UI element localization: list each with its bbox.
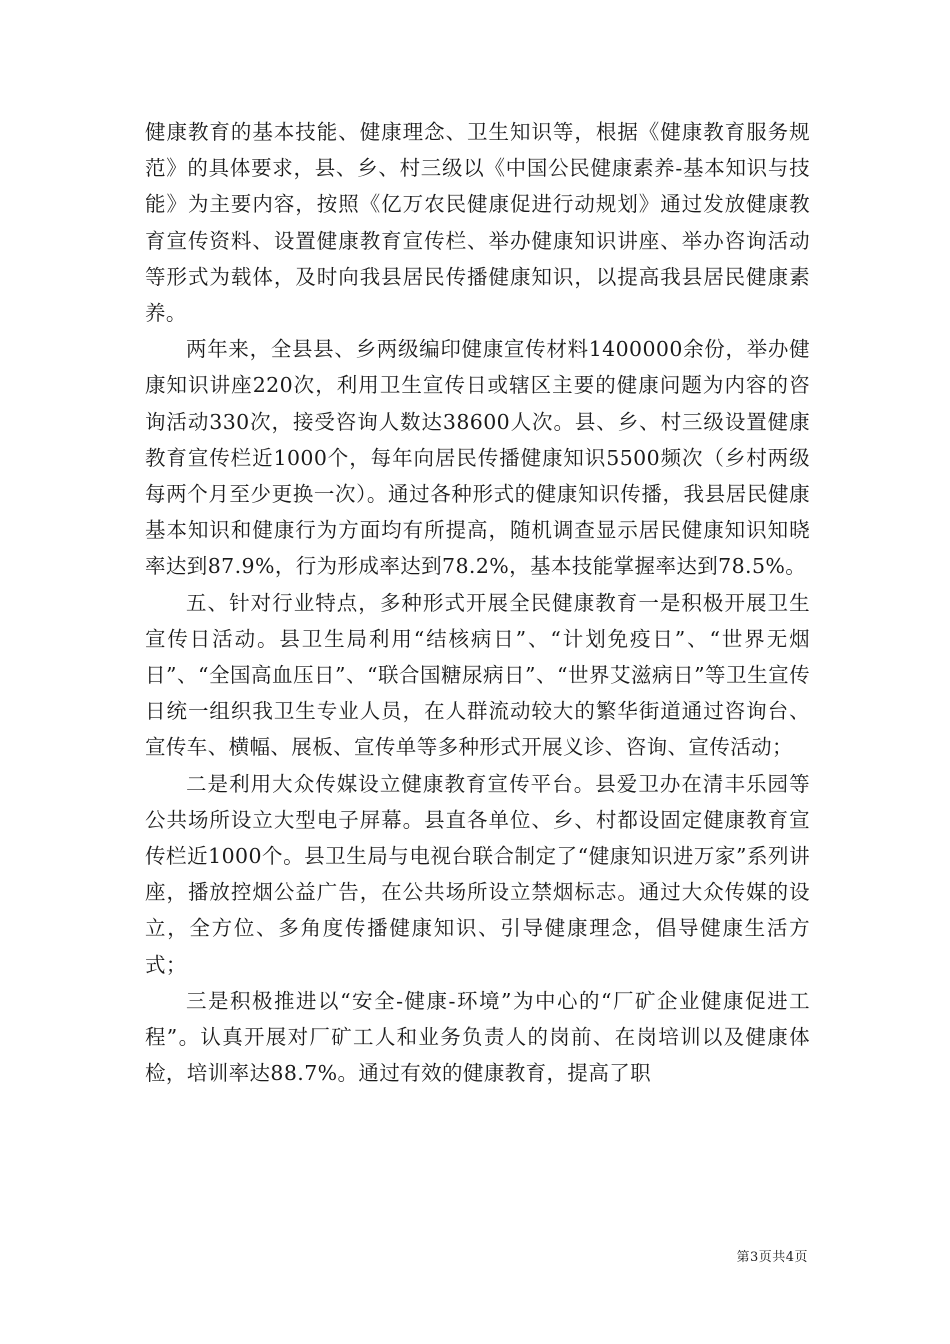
paragraph-1: 健康教育的基本技能、健康理念、卫生知识等，根据《健康教育服务规范》的具体要求，县、乡、村三级以《中国公民健康素养-基本知识与技能》为主要内容，按照《亿万农民健康促进行动规划》通过发放健康教育宣传资料、设置健康教育宣传栏、举办健康知识讲座、举办咨询活动等形式为载体，及时向我县居民传播健康知识，以提高我县居民健康素养。 — [145, 120, 810, 326]
paragraph-4: 二是利用大众传媒设立健康教育宣传平台。县爱卫办在清丰乐园等公共场所设立大型电子屏幕。县直各单位、乡、村都设固定健康教育宣传栏近1000个。县卫生局与电视台联合制定了“健康知识进万家”系列讲座，播放控烟公益广告，在公共场所设立禁烟标志。通过大众传媒的设立，全方位、多角度传播健康知识、引导健康理念，倡导健康生活方式； — [145, 771, 810, 977]
page-footer: 第3页共4页 — [736, 1250, 808, 1265]
paragraph-5: 三是积极推进以“安全-健康-环境”为中心的“厂矿企业健康促进工程”。认真开展对厂矿工人和业务负责人的岗前、在岗培训以及健康体检，培训率达88.7%。通过有效的健康教育，提高了职 — [145, 988, 810, 1086]
paragraph-2: 两年来，全县县、乡两级编印健康宣传材料1400000余份，举办健康知识讲座220次，利用卫生宣传日或辖区主要的健康问题为内容的咨询活动330次，接受咨询人数达38600人次。县、乡、村三级设置健康教育宣传栏近1000个，每年向居民传播健康知识5500频次（乡村两级每两个月至少更换一次）。通过各种形式的健康知识传播，我县居民健康基本知识和健康行为方面均有所提高，随机调查显示居民健康知识知晓率达到87.9%，行为形成率达到78.2%，基本技能掌握率达到78.5%。 — [145, 337, 810, 579]
paragraph-3: 五、针对行业特点，多种形式开展全民健康教育一是积极开展卫生宣传日活动。县卫生局利用“结核病日”、“计划免疫日”、“世界无烟日”、“全国高血压日”、“联合国糖尿病日”、“世界艾滋病日”等卫生宣传日统一组织我卫生专业人员，在人群流动较大的繁华街道通过咨询台、宣传车、横幅、展板、宣传单等多种形式开展义诊、咨询、宣传活动； — [145, 590, 810, 760]
document-body — [145, 114, 810, 1091]
